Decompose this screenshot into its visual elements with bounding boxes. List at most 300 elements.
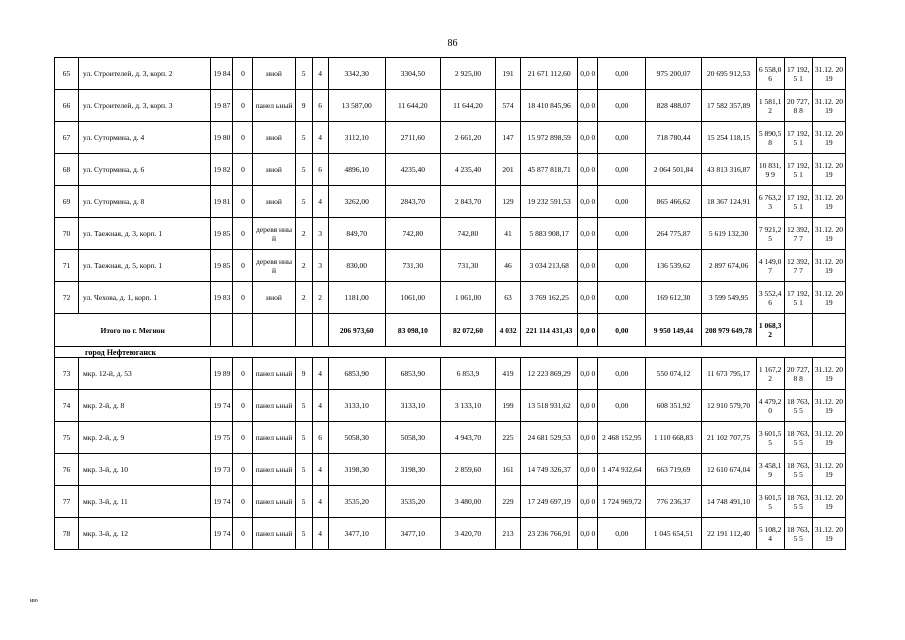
cell-col-c1: 0 [233,58,253,90]
cell-col-c2: 0,0 0 [578,390,598,422]
cell-col-c1: 0 [233,518,253,550]
cell-col-c1: 0 [233,122,253,154]
cell-col-c5: 21 102 707,75 [701,422,756,454]
cell-col-c1: 0 [233,454,253,486]
cell-wall-material: иной [253,122,295,154]
cell-col-c5: 12 610 674,04 [701,454,756,486]
cell-col-c2: 0,0 0 [578,90,598,122]
cell-entrances: 2 [312,282,328,314]
cell-date: 31.12. 2019 [812,250,845,282]
cell-row-number: 73 [55,358,79,390]
cell-col-c2: 0,0 0 [578,358,598,390]
cell-col-c7: 20 727,8 8 [784,358,812,390]
cell-col-c6: 6 558,0 6 [756,58,784,90]
cell-area-3: 6 853,9 [440,358,495,390]
cell-col-c1: 0 [233,282,253,314]
total-row [55,314,846,347]
cell-col-c7: 17 192,5 1 [784,186,812,218]
cell-col-c6: 10 831,9 9 [756,154,784,186]
cell-floors: 9 [295,90,312,122]
cell-area-total: 3262,00 [328,186,385,218]
cell-area-3: 731,30 [440,250,495,282]
cell-residents: 147 [496,122,521,154]
cell-area-living: 1061,00 [385,282,440,314]
cell-area-total: 13 587,00 [328,90,385,122]
cell-area-3: 4 235,40 [440,154,495,186]
cell-area-living: 3198,30 [385,454,440,486]
cell-row-number: 70 [55,218,79,250]
cell-entrances: 4 [312,454,328,486]
cell-address: мкр. 2-й, д. 8 [79,390,211,422]
table-row [55,390,846,422]
cell-cost-total: 12 223 869,29 [521,358,578,390]
cell-area-living: 4235,40 [385,154,440,186]
total-c2: 0,0 0 [578,314,598,347]
total-residents: 4 032 [496,314,521,347]
cell-col-c2: 0,0 0 [578,422,598,454]
cell-col-c2: 0,0 0 [578,454,598,486]
cell-area-3: 3 420,70 [440,518,495,550]
cell-cost-total: 13 518 931,62 [521,390,578,422]
cell-col-c1: 0 [233,486,253,518]
cell-col-c1: 0 [233,186,253,218]
cell-build-year: 19 82 [211,154,233,186]
total-area-living: 83 098,10 [385,314,440,347]
cell-floors: 5 [295,154,312,186]
cell-date: 31.12. 2019 [812,358,845,390]
cell-col-c2: 0,0 0 [578,186,598,218]
cell-area-living: 11 644,20 [385,90,440,122]
cell-col-c3: 0,00 [598,358,646,390]
cell-col-c3: 1 724 969,72 [598,486,646,518]
cell-col-c3: 0,00 [598,390,646,422]
footer-mark: ию [30,598,38,604]
cell-col-c2: 0,0 0 [578,486,598,518]
cell-build-year: 19 74 [211,390,233,422]
cell-col-c3: 0,00 [598,186,646,218]
total-c5: 208 979 649,78 [701,314,756,347]
total-c4: 9 950 149,44 [646,314,701,347]
cell-residents: 213 [496,518,521,550]
cell-date: 31.12. 2019 [812,154,845,186]
cell-build-year: 19 80 [211,122,233,154]
cell-residents: 419 [496,358,521,390]
cell-wall-material: панел ьный [253,422,295,454]
cell-address: ул. Таежная, д. 5, корп. 1 [79,250,211,282]
cell-date: 31.12. 2019 [812,454,845,486]
table-row [55,454,846,486]
table-row [55,218,846,250]
cell-residents: 161 [496,454,521,486]
cell-col-c4: 776 236,37 [646,486,701,518]
total-c3: 0,00 [598,314,646,347]
cell-build-year: 19 81 [211,186,233,218]
cell-cost-total: 24 681 529,53 [521,422,578,454]
cell-cost-total: 18 410 845,96 [521,90,578,122]
table-row [55,122,846,154]
cell-col-c2: 0,0 0 [578,58,598,90]
cell-build-year: 19 87 [211,90,233,122]
cell-area-3: 1 061,00 [440,282,495,314]
cell-address: мкр. 2-й, д. 9 [79,422,211,454]
cell-row-number: 65 [55,58,79,90]
cell-col-c3: 1 474 932,64 [598,454,646,486]
cell-address: мкр. 3-й, д. 11 [79,486,211,518]
cell-col-c7: 18 763,5 5 [784,486,812,518]
table-row [55,186,846,218]
cell-col-c3: 0,00 [598,154,646,186]
cell-area-3: 742,80 [440,218,495,250]
table-row [55,358,846,390]
cell-col-c2: 0,0 0 [578,250,598,282]
cell-floors: 5 [295,58,312,90]
table-row [55,90,846,122]
cell-col-c6: 5 890,5 8 [756,122,784,154]
cell-build-year: 19 74 [211,518,233,550]
cell-col-c6: 4 149,0 7 [756,250,784,282]
cell-wall-material: панел ьный [253,90,295,122]
cell-wall-material: деревя нный [253,250,295,282]
cell-floors: 2 [295,218,312,250]
cell-area-3: 3 133,10 [440,390,495,422]
cell-col-c4: 169 612,30 [646,282,701,314]
cell-col-c7: 17 192,5 1 [784,58,812,90]
cell-date: 31.12. 2019 [812,518,845,550]
cell-build-year: 19 83 [211,282,233,314]
cell-entrances: 6 [312,422,328,454]
cell-area-total: 5058,30 [328,422,385,454]
cell-date: 31.12. 2019 [812,122,845,154]
cell-col-c6: 5 108,2 4 [756,518,784,550]
cell-build-year: 19 75 [211,422,233,454]
cell-area-total: 3198,30 [328,454,385,486]
table-row [55,58,846,90]
cell-col-c5: 18 367 124,91 [701,186,756,218]
cell-wall-material: иной [253,282,295,314]
cell-cost-total: 45 877 818,71 [521,154,578,186]
cell-col-c5: 3 599 549,95 [701,282,756,314]
cell-row-number: 68 [55,154,79,186]
cell-wall-material: иной [253,154,295,186]
cell-date: 31.12. 2019 [812,186,845,218]
cell-col-c6: 3 601,5 5 [756,486,784,518]
cell-date: 31.12. 2019 [812,58,845,90]
cell-col-c7: 18 763,5 5 [784,390,812,422]
cell-row-number: 77 [55,486,79,518]
cell-area-total: 3477,10 [328,518,385,550]
cell-cost-total: 21 671 112,60 [521,58,578,90]
cell-area-total: 830,00 [328,250,385,282]
cell-col-c5: 12 910 579,70 [701,390,756,422]
cell-col-c3: 0,00 [598,122,646,154]
cell-entrances: 3 [312,250,328,282]
cell-col-c4: 663 719,69 [646,454,701,486]
cell-entrances: 4 [312,186,328,218]
cell-area-living: 2843,70 [385,186,440,218]
total-c6: 1 068,3 2 [756,314,784,347]
cell-address: мкр. 3-й, д. 10 [79,454,211,486]
cell-wall-material: панел ьный [253,518,295,550]
cell-area-living: 3477,10 [385,518,440,550]
table-row [55,154,846,186]
cell-area-3: 11 644,20 [440,90,495,122]
cell-wall-material: иной [253,186,295,218]
cell-address: ул. Сутормина, д. 4 [79,122,211,154]
cell-col-c7: 17 192,5 1 [784,122,812,154]
cell-residents: 201 [496,154,521,186]
table-row [55,282,846,314]
cell-col-c4: 264 775,87 [646,218,701,250]
cell-date: 31.12. 2019 [812,90,845,122]
rows-nefteyugansk [55,358,846,550]
cell-col-c7: 12 392,7 7 [784,218,812,250]
cell-cost-total: 3 769 162,25 [521,282,578,314]
cell-col-c4: 718 780,44 [646,122,701,154]
cell-col-c6: 6 763,2 3 [756,186,784,218]
cell-cost-total: 3 034 213,68 [521,250,578,282]
page-number: 86 [447,38,458,49]
total-area-total: 206 973,60 [328,314,385,347]
cell-entrances: 4 [312,122,328,154]
cell-col-c4: 1 110 668,83 [646,422,701,454]
cell-col-c7: 17 192,5 1 [784,154,812,186]
cell-col-c7: 18 763,5 5 [784,422,812,454]
cell-col-c3: 0,00 [598,282,646,314]
cell-col-c4: 136 539,62 [646,250,701,282]
cell-area-3: 4 943,70 [440,422,495,454]
cell-residents: 225 [496,422,521,454]
cell-col-c4: 975 200,07 [646,58,701,90]
cell-col-c1: 0 [233,390,253,422]
cell-col-c5: 22 191 112,40 [701,518,756,550]
cell-col-c6: 7 921,2 5 [756,218,784,250]
cell-area-living: 6853,90 [385,358,440,390]
cell-address: мкр. 3-й, д. 12 [79,518,211,550]
cell-floors: 5 [295,518,312,550]
cell-col-c5: 17 582 357,89 [701,90,756,122]
cell-col-c5: 2 897 674,06 [701,250,756,282]
cell-area-3: 3 480,00 [440,486,495,518]
cell-build-year: 19 73 [211,454,233,486]
cell-col-c5: 14 748 491,10 [701,486,756,518]
cell-col-c2: 0,0 0 [578,282,598,314]
total-megion [55,314,846,358]
cell-cost-total: 19 232 591,53 [521,186,578,218]
cell-residents: 229 [496,486,521,518]
cell-col-c3: 0,00 [598,518,646,550]
cell-floors: 5 [295,390,312,422]
cell-col-c3: 0,00 [598,90,646,122]
cell-area-living: 742,80 [385,218,440,250]
cell-area-total: 3112,10 [328,122,385,154]
cell-residents: 63 [496,282,521,314]
cell-col-c6: 3 601,5 5 [756,422,784,454]
cell-col-c2: 0,0 0 [578,154,598,186]
housing-register-table [54,57,846,550]
cell-row-number: 66 [55,90,79,122]
cell-col-c5: 20 695 912,53 [701,58,756,90]
section-row [55,347,846,358]
cell-area-total: 3535,20 [328,486,385,518]
cell-col-c1: 0 [233,218,253,250]
cell-col-c4: 1 045 654,51 [646,518,701,550]
cell-entrances: 4 [312,486,328,518]
cell-wall-material: панел ьный [253,486,295,518]
cell-col-c2: 0,0 0 [578,518,598,550]
cell-date: 31.12. 2019 [812,282,845,314]
cell-col-c5: 11 673 795,17 [701,358,756,390]
cell-address: ул. Строителей, д. 3, корп. 2 [79,58,211,90]
cell-col-c1: 0 [233,422,253,454]
cell-address: ул. Сутормина, д. 6 [79,154,211,186]
cell-col-c3: 0,00 [598,58,646,90]
cell-col-c4: 865 466,62 [646,186,701,218]
cell-area-3: 2 925,00 [440,58,495,90]
cell-area-total: 3342,30 [328,58,385,90]
cell-wall-material: панел ьный [253,454,295,486]
cell-col-c4: 828 488,07 [646,90,701,122]
cell-cost-total: 5 883 908,17 [521,218,578,250]
cell-wall-material: панел ьный [253,390,295,422]
cell-cost-total: 23 236 766,91 [521,518,578,550]
cell-residents: 41 [496,218,521,250]
cell-row-number: 71 [55,250,79,282]
cell-area-3: 2 661,20 [440,122,495,154]
cell-row-number: 75 [55,422,79,454]
section-title: город Нефтеюганск [55,347,846,358]
cell-build-year: 19 84 [211,58,233,90]
cell-cost-total: 17 249 697,19 [521,486,578,518]
cell-col-c5: 43 813 316,87 [701,154,756,186]
cell-col-c3: 0,00 [598,218,646,250]
cell-entrances: 6 [312,154,328,186]
cell-row-number: 76 [55,454,79,486]
cell-col-c7: 20 727,8 8 [784,90,812,122]
cell-address: ул. Чехова, д. 1, корп. 1 [79,282,211,314]
cell-area-living: 5058,30 [385,422,440,454]
cell-floors: 5 [295,122,312,154]
cell-area-total: 849,70 [328,218,385,250]
total-area-3: 82 072,60 [440,314,495,347]
cell-col-c4: 550 074,12 [646,358,701,390]
cell-area-total: 6853,90 [328,358,385,390]
cell-area-total: 3133,10 [328,390,385,422]
table-row [55,486,846,518]
cell-build-year: 19 85 [211,218,233,250]
cell-wall-material: деревя нный [253,218,295,250]
cell-row-number: 78 [55,518,79,550]
cell-entrances: 4 [312,358,328,390]
cell-entrances: 3 [312,218,328,250]
cell-address: ул. Строителей, д. 3, корп. 3 [79,90,211,122]
cell-col-c6: 1 167,2 2 [756,358,784,390]
cell-floors: 5 [295,422,312,454]
cell-floors: 2 [295,282,312,314]
cell-col-c2: 0,0 0 [578,122,598,154]
cell-col-c4: 608 351,92 [646,390,701,422]
cell-entrances: 6 [312,90,328,122]
cell-col-c1: 0 [233,154,253,186]
cell-floors: 5 [295,186,312,218]
cell-entrances: 4 [312,390,328,422]
cell-col-c6: 3 552,4 6 [756,282,784,314]
cell-residents: 129 [496,186,521,218]
table-row [55,518,846,550]
cell-col-c6: 4 479,2 0 [756,390,784,422]
table-row [55,422,846,454]
rows-megion [55,58,846,314]
cell-wall-material: панел ьный [253,358,295,390]
cell-col-c7: 18 763,5 5 [784,454,812,486]
cell-residents: 191 [496,58,521,90]
cell-date: 31.12. 2019 [812,486,845,518]
cell-row-number: 74 [55,390,79,422]
cell-build-year: 19 89 [211,358,233,390]
cell-date: 31.12. 2019 [812,422,845,454]
cell-col-c6: 1 581,1 2 [756,90,784,122]
cell-entrances: 4 [312,518,328,550]
cell-col-c1: 0 [233,90,253,122]
table-row [55,250,846,282]
cell-area-living: 3133,10 [385,390,440,422]
cell-col-c5: 5 619 132,30 [701,218,756,250]
cell-area-living: 731,30 [385,250,440,282]
cell-col-c1: 0 [233,250,253,282]
cell-col-c4: 2 064 501,84 [646,154,701,186]
cell-address: ул. Таежная, д. 3, корп. 1 [79,218,211,250]
cell-address: ул. Сутормина, д. 8 [79,186,211,218]
cell-col-c6: 3 458,1 9 [756,454,784,486]
cell-build-year: 19 74 [211,486,233,518]
cell-area-living: 3535,20 [385,486,440,518]
cell-date: 31.12. 2019 [812,218,845,250]
total-cost: 221 114 431,43 [521,314,578,347]
cell-col-c7: 12 392,7 7 [784,250,812,282]
cell-build-year: 19 85 [211,250,233,282]
cell-col-c2: 0,0 0 [578,218,598,250]
cell-wall-material: иной [253,58,295,90]
cell-floors: 5 [295,454,312,486]
cell-area-living: 2711,60 [385,122,440,154]
cell-date: 31.12. 2019 [812,390,845,422]
cell-col-c5: 15 254 118,15 [701,122,756,154]
cell-col-c1: 0 [233,358,253,390]
cell-row-number: 67 [55,122,79,154]
cell-col-c3: 0,00 [598,250,646,282]
cell-residents: 574 [496,90,521,122]
cell-residents: 199 [496,390,521,422]
cell-col-c7: 17 192,5 1 [784,282,812,314]
cell-area-living: 3304,50 [385,58,440,90]
cell-col-c7: 18 763,5 5 [784,518,812,550]
cell-entrances: 4 [312,58,328,90]
total-label: Итого по г. Мегион [55,314,211,347]
cell-floors: 2 [295,250,312,282]
cell-cost-total: 15 972 898,59 [521,122,578,154]
cell-area-3: 2 859,60 [440,454,495,486]
cell-residents: 46 [496,250,521,282]
cell-row-number: 69 [55,186,79,218]
cell-area-total: 1181,00 [328,282,385,314]
cell-cost-total: 14 749 326,37 [521,454,578,486]
cell-floors: 5 [295,486,312,518]
cell-area-total: 4896,10 [328,154,385,186]
cell-col-c3: 2 468 152,95 [598,422,646,454]
cell-address: мкр. 12-й, д. 53 [79,358,211,390]
cell-area-3: 2 843,70 [440,186,495,218]
cell-floors: 9 [295,358,312,390]
cell-row-number: 72 [55,282,79,314]
